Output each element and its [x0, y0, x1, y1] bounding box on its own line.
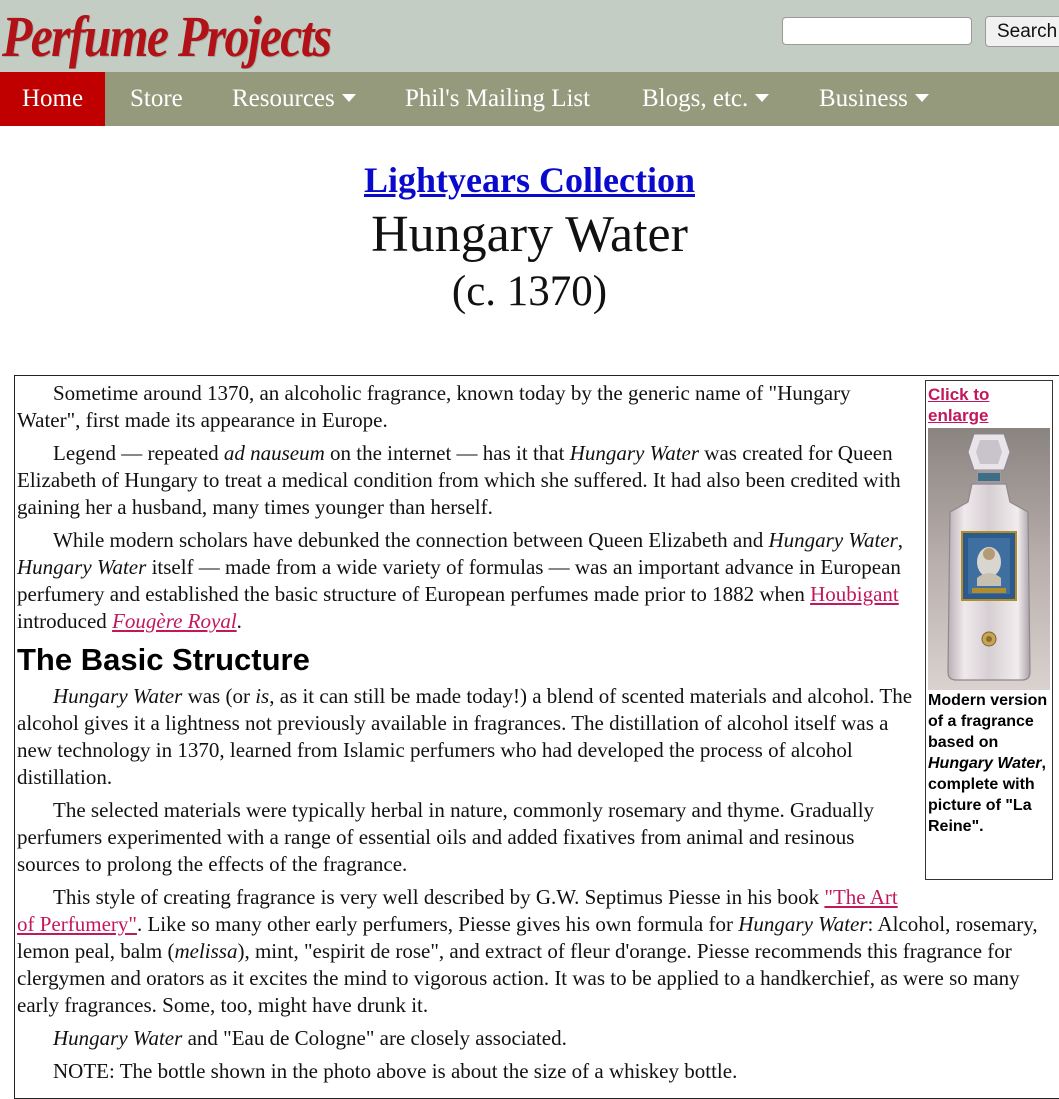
- nav-mailing-list[interactable]: [405, 72, 590, 126]
- caption-text-2: , complete with picture of "La Reine".: [928, 755, 1046, 835]
- nav-blogs[interactable]: [642, 72, 769, 126]
- nav-resources[interactable]: [232, 72, 356, 126]
- chevron-down-icon: [915, 94, 929, 102]
- figure-box: [925, 380, 1053, 880]
- figure-caption: [928, 690, 1050, 837]
- paragraph-6: This style of creating fragrance is very well described by G.W. Septimus Piesse in his book "The Art of Perfumery". Like so many other early perfumers, Piesse gives his own formula for Hungary Water: Alcohol, rosemary, lemon peal, balm (melissa), mint, "espirit de rose", and extract of fleur d'orange. Piesse recommends this fragrance for clergymen and orators as it excites the mind to vigorous action. It was to be applied to a handkerchief, as were so many early fragrances. Some, too, might have drunk it.: [17, 885, 1038, 1017]
- section-heading: The Basic Structure: [17, 642, 310, 677]
- nav-home[interactable]: [0, 72, 105, 126]
- page-title: Hungary Water: [371, 206, 688, 263]
- site-logo[interactable]: Perfume Projects: [2, 4, 331, 69]
- caption-emphasis: Hungary Water: [928, 755, 1042, 772]
- paragraph-8: NOTE: The bottle shown in the photo above is about the size of a whiskey bottle.: [53, 1059, 738, 1083]
- page-date: (c. 1370): [451, 268, 608, 315]
- paragraph-1: Sometime around 1370, an alcoholic fragrance, known today by the generic name of "Hungary Water", first made its appearance in Europe.: [17, 381, 851, 432]
- paragraph-7: Hungary Water and "Eau de Cologne" are closely associated.: [53, 1026, 567, 1050]
- paragraph-3: While modern scholars have debunked the connection between Queen Elizabeth and Hungary Water, Hungary Water itself — made from a wide variety of formulas — was an important advance in European perfumery and established the basic structure of European perfumes made prior to 1882 when Houbigant introduced Fougère Royal.: [17, 528, 904, 633]
- search-button[interactable]: Search: [985, 16, 1059, 47]
- art-of-perfumery-link[interactable]: "The Art of Perfumery": [17, 885, 898, 936]
- nav-resources-label: Resources: [232, 85, 335, 112]
- paragraph-4: Hungary Water was (or is, as it can still be made today!) a blend of scented materials and alcohol. The alcohol gives it a lightness not previously available in fragrances. The distillation of alcohol itself was a new technology in 1370, learned from Islamic perfumers who had developed the process of alcohol distillation.: [17, 684, 913, 789]
- search-input[interactable]: [782, 17, 972, 45]
- nav-home-label: Home: [21, 85, 84, 112]
- enlarge-link[interactable]: Click to enlarge: [928, 385, 990, 425]
- fougere-royal-link[interactable]: Fougère Royal: [112, 609, 237, 633]
- header-bar: [0, 0, 1059, 72]
- collection-heading: [0, 158, 1059, 202]
- article-body: [17, 380, 1057, 1091]
- main-nav: [0, 72, 1059, 126]
- nav-store[interactable]: [130, 72, 183, 126]
- nav-blogs-label: Blogs, etc.: [642, 85, 749, 112]
- nav-store-label: Store: [130, 85, 183, 112]
- nav-business[interactable]: [819, 72, 929, 126]
- houbigant-link[interactable]: Houbigant: [810, 582, 899, 606]
- chevron-down-icon: [342, 94, 356, 102]
- caption-text-1: Modern version of a fragrance based on: [928, 692, 1048, 751]
- nav-mailing-list-label: Phil's Mailing List: [405, 85, 591, 112]
- nav-business-label: Business: [819, 85, 908, 112]
- article-box: [14, 375, 1059, 1099]
- chevron-down-icon: [755, 94, 769, 102]
- collection-link[interactable]: Lightyears Collection: [364, 160, 695, 200]
- paragraph-2: Legend — repeated ad nauseum on the internet — has it that Hungary Water was created for Queen Elizabeth of Hungary to treat a medical condition from which she suffered. It had also been credited with gaining her a husband, many times younger than herself.: [17, 441, 901, 519]
- paragraph-5: The selected materials were typically herbal in nature, commonly rosemary and thyme. Gradually perfumers experimented with a range of essential oils and added fixatives from animal and resinous sources to prolong the effects of the fragrance.: [17, 798, 875, 876]
- perfume-bottle-image[interactable]: [928, 428, 1050, 690]
